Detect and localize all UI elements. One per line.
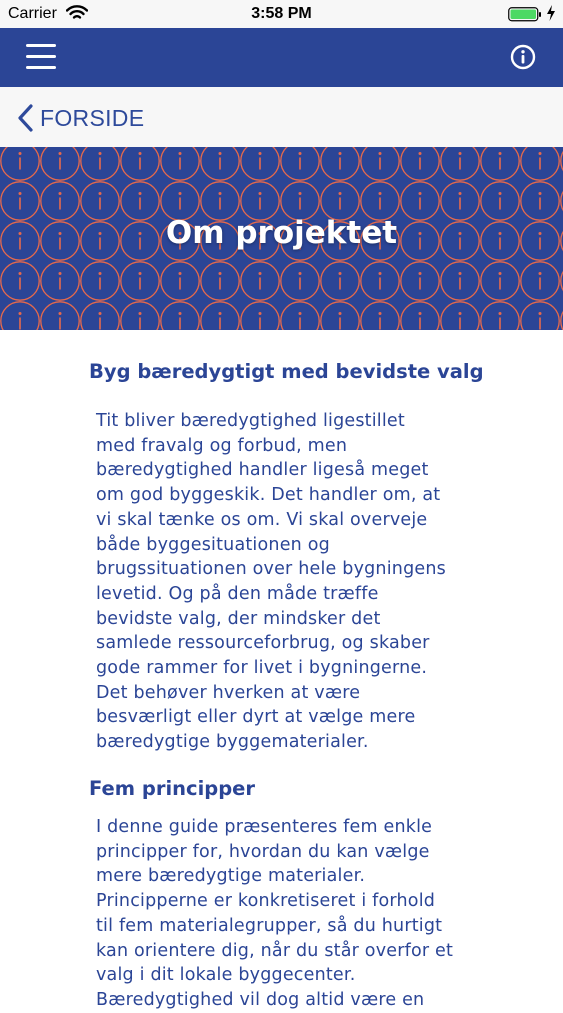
back-button[interactable] — [16, 103, 144, 133]
status-bar — [0, 0, 563, 28]
section-heading: Fem principper — [89, 777, 256, 800]
section-heading: Byg bæredygtigt med bevidste valg — [89, 360, 484, 383]
section-paragraph: I denne guide præsenteres fem enkle principper for, hvordan du kan vælge mere bæredygtige materialer. Principperne er konkretiseret i forhold til fem materialegrupper, så du hurtigt kan orientere dig, når du står overfor et valg i dit lokale byggecenter. Bæredygtighed vil dog altid være en — [96, 817, 454, 1010]
info-circle-icon[interactable] — [510, 44, 536, 70]
page-title: Om projektet — [165, 215, 398, 251]
section-paragraph: Tit bliver bæredygtighed ligestillet med fravalg og forbud, men bæredygtighed handler ligeså meget om god byggeskik. Det handler om, at vi skal tænke os om. Vi skal overveje både byggesituationen og brugssituationen over hele bygningens levetid. Og på den måde træffe bevidste valg, der mindsker det samlede ressourceforbrug, og skaber gode rammer for livet i bygningerne. Det behøver hverken at være besværligt eller dyrt at vælge mere bæredygtige byggematerialer. — [96, 411, 446, 753]
carrier-label: Carrier — [8, 5, 57, 22]
charging-bolt-icon — [546, 5, 556, 26]
status-time: 3:58 PM — [251, 5, 312, 22]
hero-banner — [0, 147, 563, 330]
back-bar — [0, 87, 563, 148]
chevron-left-icon — [16, 103, 36, 133]
nav-bar — [0, 28, 563, 87]
hamburger-menu-icon[interactable] — [26, 44, 56, 70]
back-button-label: FORSIDE — [40, 104, 145, 131]
battery-icon — [508, 7, 542, 27]
